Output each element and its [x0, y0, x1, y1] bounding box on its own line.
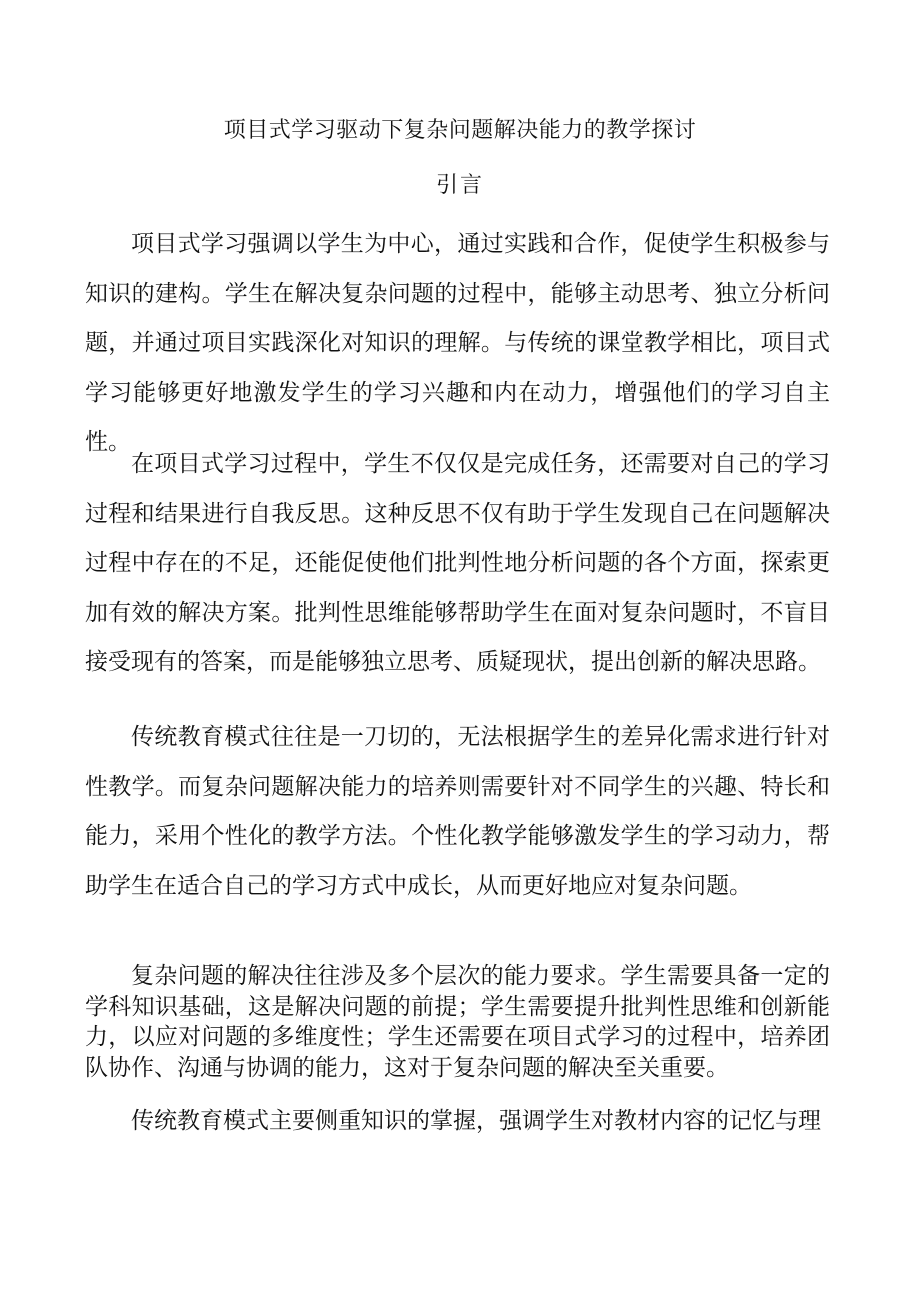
section-heading: 引言 — [435, 173, 484, 198]
paragraph-3: 传统教育模式往往是一刀切的，无法根据学生的差异化需求进行针对性教学。而复杂问题解决能力的培养则需要针对不同学生的兴趣、特长和能力，采用个性化的教学方法。个性化教学能够激发学生的学习动力，帮助学生在适合自己的学习方式中成长，从而更好地应对复杂问题。 — [85, 724, 830, 899]
paragraph-2: 在项目式学习过程中，学生不仅仅是完成任务，还需要对自己的学习过程和结果进行自我反思。这种反思不仅有助于学生发现自己在问题解决过程中存在的不足，还能促使他们批判性地分析问题的各个方面，探索更加有效的解决方案。批判性思维能够帮助学生在面对复杂问题时，不盲目接受现有的答案，而是能够独立思考、质疑现状，提出创新的解决思路。 — [85, 451, 830, 675]
document-title: 项目式学习驱动下复杂问题解决能力的教学探讨 — [223, 118, 697, 143]
paragraph-4: 复杂问题的解决往往涉及多个层次的能力要求。学生需要具备一定的学科知识基础，这是解决问题的前提；学生需要提升批判性思维和创新能力，以应对问题的多维度性；学生还需要在项目式学习的过程中，培养团队协作、沟通与协调的能力，这对于复杂问题的解决至关重要。 — [85, 963, 830, 1081]
paragraph-1: 项目式学习强调以学生为中心，通过实践和合作，促使学生积极参与知识的建构。学生在解决复杂问题的过程中，能够主动思考、独立分析问题，并通过项目实践深化对知识的理解。与传统的课堂教学相比，项目式学习能够更好地激发学生的学习兴趣和内在动力，增强他们的学习自主性。 — [85, 231, 830, 455]
paragraph-5: 传统教育模式主要侧重知识的掌握，强调学生对教材内容的记忆与理 — [131, 1108, 821, 1134]
